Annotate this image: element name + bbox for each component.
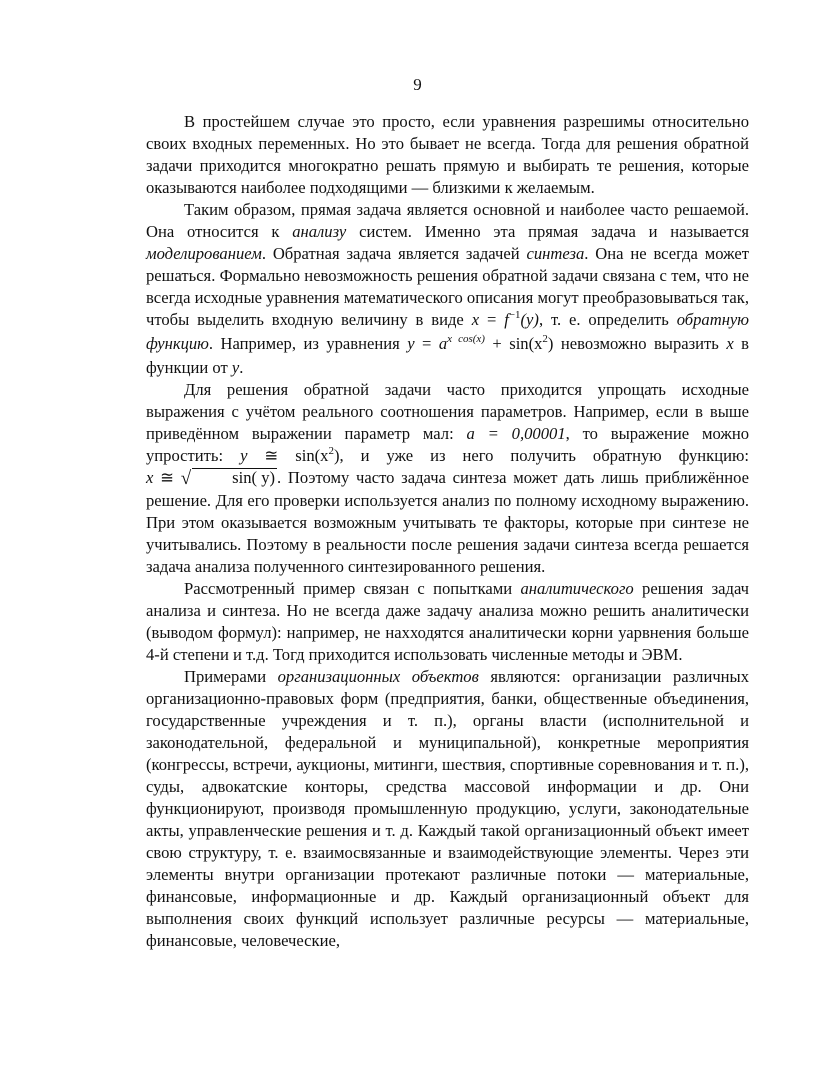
- page-number: 9: [413, 75, 422, 94]
- p2-text-j: . Например, из уравнения: [208, 334, 408, 353]
- p2-text-h: , т. е. определить: [538, 310, 677, 329]
- p4-text-a: Рассмотренный пример связан с попытками: [184, 579, 521, 598]
- paragraph-1: В простейшем случае это просто, если уравнения разрешимы относительно своих входных переменных. Но это бывает не всегда. Тогда для решения обратной задачи приходится многократно решать прямую и выбирать те решения, которые оказываются наиболее подходящими — близкими к желаемым.: [146, 112, 749, 197]
- p3-text-d: . Поэтому часто задача синтеза может дать лишь приближённое решение. Для его проверки используется анализ по полному исходному выражению. При этом оказывается возможным учитывать те факторы, которые при синтезе не учитывались. Поэтому в реальности после решения задачи синтеза всегда решается задача анализа полученного синтезированного решения.: [146, 468, 750, 576]
- term-analysis: анализу: [292, 222, 347, 241]
- p5-text-a: Примерами: [184, 667, 278, 686]
- p2-text-k: невозможно выразить: [553, 334, 727, 353]
- paragraph-4: [146, 578, 749, 666]
- var-y: y: [231, 358, 240, 377]
- formula-equation: $y = a^{x cos(x)} + \sin(x^2)$: [407, 333, 554, 353]
- paragraph-5: [146, 666, 749, 952]
- p2-text-l: в функции от: [146, 334, 749, 377]
- formula-param: a = 0,00001: [466, 424, 566, 443]
- term-modeling: моделированием: [146, 244, 262, 263]
- body-text: [146, 111, 749, 952]
- term-analytical: аналитического: [520, 579, 634, 598]
- formula-simplified: y ≅ $\sin(x^2)$: [240, 445, 340, 465]
- formula-sqrt: x ≅ √ sin( y): [146, 468, 276, 489]
- paragraph-2: [146, 199, 749, 379]
- p2-text-g: . Она не всегда может решаться. Формально невозможность решения обратной задачи связана с тем, что не всегда исходные уравнения математического описания могут преобразовываться так, чтобы выделить входную величину в виде: [146, 244, 750, 329]
- var-x: x: [726, 334, 734, 353]
- p3-text-c: , и уже из него получить обратную функцию:: [339, 446, 750, 465]
- p2-text-c: систем. Именно эта прямая задача и называется: [346, 222, 750, 241]
- p4-text-c: решения задач анализа и синтеза. Но не всегда даже задачу анализа можно решить аналитически (выводом формул): например, не нахходятся аналитически корни уарвнения больше 4-й степени и т.д. Тогд приходится использовать численные методы и ЭВМ.: [146, 579, 749, 664]
- p3-text-a: Для решения обратной задачи часто приходится упрощать исходные выражения с учётом реального соотношения параметров. Например, если в выше приведённом выражении параметр мал:: [146, 380, 749, 443]
- p2-text-e: . Обратная задача является задачей: [261, 244, 527, 263]
- term-inverse-function: обратную функцию: [146, 310, 750, 353]
- p5-text-c: являются: организации различных организационно-правовых форм (предприятия, банки, общественные объединения, государственные учреждения и т. п.), органы власти (исполнительной и законодательной, федеральной и муниципальной), конкретные мероприятия (конгрессы, встречи, аукционы, митинги, шествия, спортивные соревнования и т. п.), суды, адвокатские конторы, средства массовой информации и др. Они функционируют, производя промышленную продукцию, услуги, законодательные акты, управленческие решения и т. д. Каждый такой организационный объект имеет свою структуру, т. е. взаимосвязанные и взаимодействующие элементы. Через эти элементы внутри организации протекают различные потоки — материальные, финансовые, информационные и др. Каждый организационный объект для выполнения своих функций использует различные ресурсы — материальные, финансовые, человеческие,: [146, 667, 749, 950]
- formula-inverse: $x = f^{-1}(y)$: [471, 309, 539, 329]
- p2-text-m: .: [239, 358, 244, 377]
- term-synthesis: синтеза: [526, 244, 585, 263]
- p3-text-b: , то выражение можно упростить:: [146, 424, 749, 465]
- p2-text-a: Таким образом, прямая задача является основной и наиболее часто решаемой. Она относится к: [146, 200, 749, 241]
- term-organizational-objects: организационных объектов: [277, 667, 479, 686]
- paragraph-3: [146, 379, 749, 578]
